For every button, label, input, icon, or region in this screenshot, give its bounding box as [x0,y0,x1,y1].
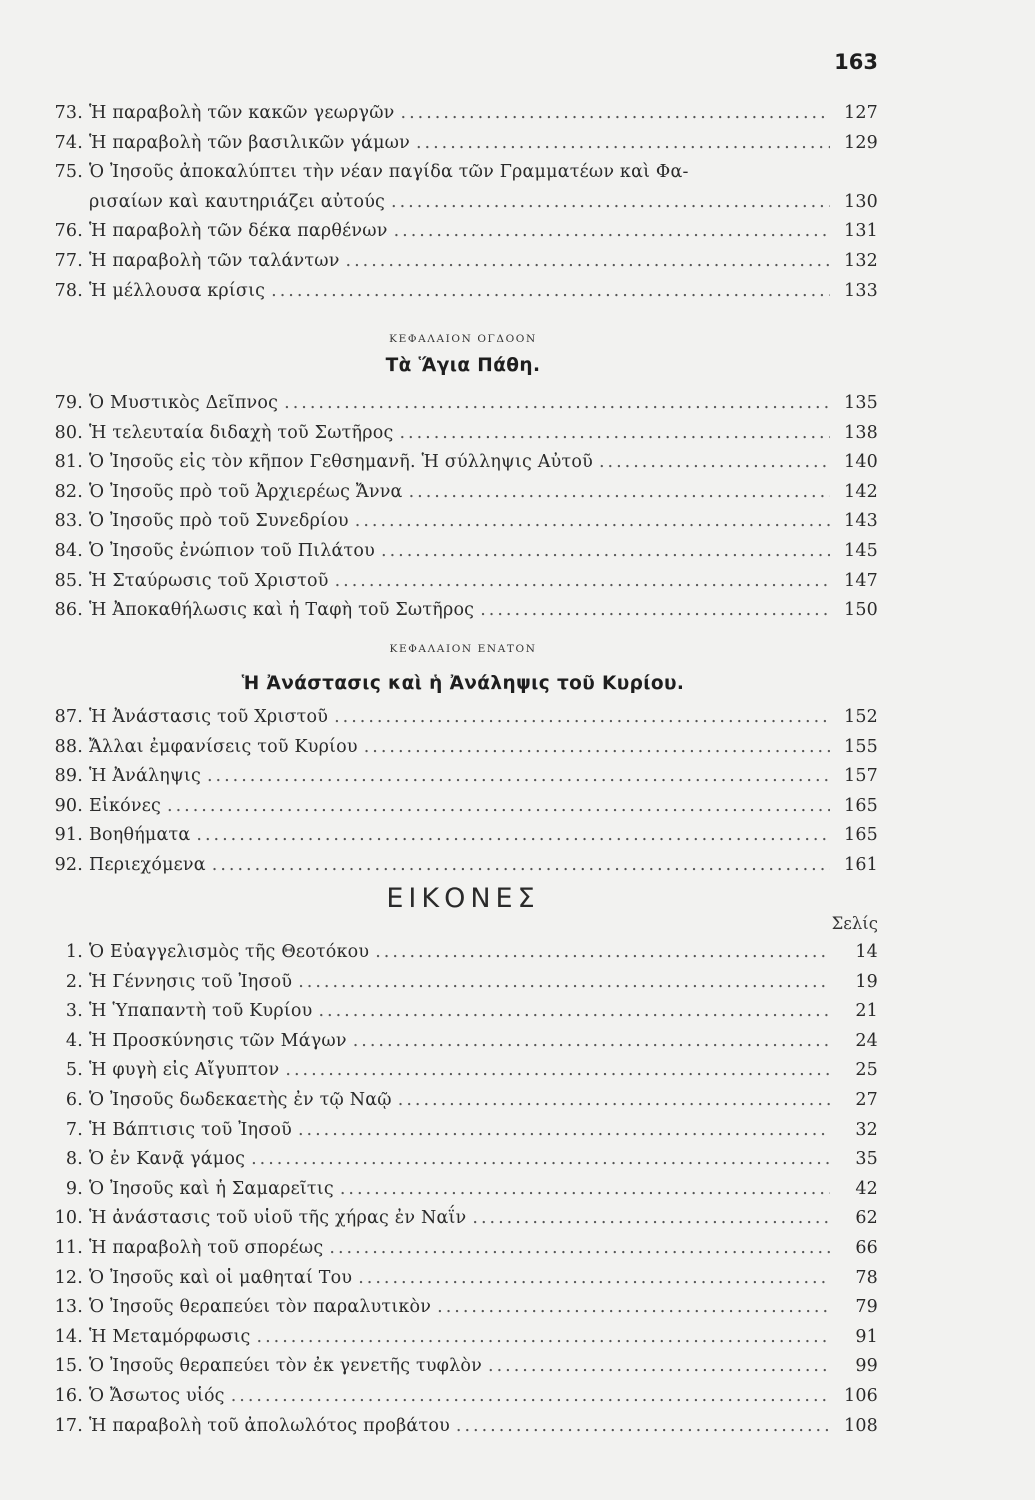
entry-number: 14. [54,1326,83,1347]
dot-leader [335,571,830,591]
toc-row [48,1208,878,1238]
entry-page: 165 [843,825,878,846]
dot-leader [394,221,830,241]
entry-page: 133 [843,280,878,301]
dot-leader [391,192,830,212]
dot-leader [212,855,830,875]
toc-row [48,600,878,630]
toc-row [48,1386,878,1416]
entry-title: Ἡ Ἀνάστασις τοῦ Χριστοῦ [89,707,329,727]
entry-number: 9. [65,1178,83,1199]
page-number: 163 [834,50,878,74]
toc-row [48,1060,878,1090]
dot-leader [271,281,830,301]
dot-leader [381,541,830,561]
toc-row [48,511,878,541]
page-column-header: Σελίς [831,914,878,933]
entry-page: 157 [843,766,878,787]
entry-number: 78. [54,280,83,301]
entry-title: Ὁ Μυστικὸς Δεῖπνος [89,393,279,413]
entry-number: 1. [65,942,83,962]
toc-top-list [48,103,878,310]
dot-leader [599,452,830,472]
entry-number: 5. [65,1060,83,1081]
entry-number: 77. [54,250,83,271]
toc-row [48,1327,878,1357]
dot-leader [401,103,830,123]
toc-row [48,103,878,133]
entry-number: 83. [54,511,83,532]
toc-row [48,972,878,1002]
entry-page: 108 [843,1415,878,1436]
entry-number: 74. [54,132,83,153]
toc-row [48,1090,878,1120]
entry-title: Ἡ παραβολὴ τοῦ ἀπολωλότος προβάτου [89,1415,450,1436]
entry-title: Ἄλλαι ἐμφανίσεις τοῦ Κυρίου [89,736,358,757]
entry-number: 73. [54,103,83,123]
entry-title: Ἡ Βάπτισις τοῦ Ἰησοῦ [89,1119,292,1140]
entry-title: ρισαίων καὶ καυτηριάζει αὐτούς [89,191,386,212]
toc-row [48,1179,878,1209]
dot-leader [353,1031,830,1051]
dot-leader [480,600,830,620]
dot-leader [355,511,830,531]
entry-title: Ὁ Ἰησοῦς εἰς τὸν κῆπον Γεθσημανῆ. Ἡ σύλληψις Αὐτοῦ [89,452,593,473]
entry-title: Ὁ ἐν Κανᾷ γάμος [89,1149,246,1170]
entry-page: 132 [843,250,878,271]
entry-number: 7. [65,1119,83,1140]
entry-page: 79 [855,1297,878,1318]
toc-row [48,855,878,885]
toc-row [48,796,878,826]
entry-page: 165 [843,795,878,816]
entry-title: Ἡ Σταύρωσις τοῦ Χριστοῦ [89,570,329,591]
toc-row [48,1238,878,1268]
entry-title: Ὁ Ἰησοῦς καὶ ἡ Σαμαρεῖτις [89,1178,334,1199]
dot-leader [358,1268,830,1288]
entry-number: 87. [54,707,83,727]
dot-leader [196,825,830,845]
entry-title: Περιεχόμενα [89,854,206,875]
chapter-eight-title: Τὰ Ἅγια Πάθη. [385,355,541,376]
entry-title: Ἡ παραβολὴ τοῦ σπορέως [89,1237,324,1258]
toc-row [48,393,878,423]
entry-page: 138 [843,422,878,443]
entry-number: 89. [54,766,83,787]
entry-number: 80. [54,422,83,443]
dot-leader [399,423,830,443]
entry-page: 21 [855,1001,878,1022]
entry-number: 17. [54,1415,83,1436]
dot-leader [340,1179,830,1199]
entry-number: 6. [65,1089,83,1110]
toc-row [48,452,878,482]
chapter-nine-list [48,707,878,885]
toc-row [48,221,878,251]
entry-page: 32 [855,1119,878,1140]
entry-page: 14 [855,942,878,962]
entry-page: 142 [843,481,878,502]
entry-number: 92. [54,854,83,875]
entry-number: 10. [54,1208,83,1229]
dot-leader [298,1120,830,1140]
toc-row [48,571,878,601]
dot-leader [488,1356,830,1376]
entry-title: Ἡ Ὑπαπαντὴ τοῦ Κυρίου [89,1001,313,1022]
toc-row [48,133,878,163]
entry-title: Ὁ Ἄσωτος υἱός [89,1385,225,1406]
toc-row [48,423,878,453]
images-list [48,942,878,1445]
dot-leader [398,1090,830,1110]
toc-row [48,766,878,796]
entry-number: 3. [65,1001,83,1022]
entry-title: Ἡ παραβολὴ τῶν δέκα παρθένων [89,221,388,242]
entry-page: 145 [843,540,878,561]
entry-title: Ἡ Ἀποκαθήλωσις καὶ ἡ Ταφὴ τοῦ Σωτῆρος [89,600,475,621]
entry-page: 19 [855,971,878,992]
dot-leader [298,972,830,992]
entry-page: 25 [855,1060,878,1081]
entry-number: 11. [54,1237,83,1258]
dot-leader [472,1208,830,1228]
entry-title: Ὁ Ἰησοῦς πρὸ τοῦ Ἀρχιερέως Ἄννα [89,481,403,502]
entry-page: 42 [855,1178,878,1199]
entry-number: 76. [54,221,83,242]
entry-number: 75. [54,162,83,183]
entry-title: Ἡ φυγὴ εἰς Αἴγυπτον [89,1060,280,1081]
toc-row [48,1297,878,1327]
dot-leader [257,1327,830,1347]
entry-title: Ὁ Εὐαγγελισμὸς τῆς Θεοτόκου [89,942,370,962]
entry-title: Ὁ Ἰησοῦς ἐνώπιον τοῦ Πιλάτου [89,540,375,561]
entry-number: 88. [54,736,83,757]
toc-row [48,281,878,311]
entry-number: 81. [54,452,83,473]
entry-page: 66 [855,1237,878,1258]
entry-number: 15. [54,1356,83,1377]
entry-page: 155 [843,736,878,757]
entry-title: Ὁ Ἰησοῦς θεραπεύει τὸν ἐκ γενετῆς τυφλὸν [89,1356,482,1377]
toc-row [48,1031,878,1061]
entry-number: 86. [54,600,83,621]
chapter-nine-label: ΚΕΦΑΛΑΙΟΝ ΕΝΑΤΟΝ [389,643,537,655]
dot-leader [207,766,830,786]
entry-number: 2. [65,971,83,992]
toc-row [48,1149,878,1179]
entry-title: Βοηθήματα [89,825,191,846]
toc-row [48,162,878,192]
entry-number: 13. [54,1297,83,1318]
entry-title: Ἡ παραβολὴ τῶν κακῶν γεωργῶν [89,103,395,123]
entry-number: 79. [54,393,83,413]
entry-title: Ἡ Γέννησις τοῦ Ἰησοῦ [89,971,293,992]
entry-page: 78 [855,1267,878,1288]
dot-leader [285,1060,830,1080]
entry-title: Ἡ Μεταμόρφωσις [89,1326,251,1347]
toc-row [48,541,878,571]
entry-title: Ὁ Ἰησοῦς δωδεκαετὴς ἐν τῷ Ναῷ [89,1089,392,1110]
entry-page: 35 [855,1149,878,1170]
toc-row [48,707,878,737]
entry-number: 4. [65,1030,83,1051]
toc-row [48,737,878,767]
dot-leader [416,133,830,153]
dot-leader [456,1416,830,1436]
dot-leader [346,251,830,271]
entry-title: Ἡ τελευταία διδαχὴ τοῦ Σωτῆρος [89,422,394,443]
toc-row [48,1416,878,1446]
entry-page: 131 [843,221,878,242]
entry-page: 135 [843,393,878,413]
entry-title: Ὁ Ἰησοῦς ἀποκαλύπτει τὴν νέαν παγίδα τῶν Γραμματέων καὶ Φα- [89,162,689,183]
entry-page: 127 [843,103,878,123]
toc-row [48,1120,878,1150]
dot-leader [334,707,830,727]
entry-page: 161 [843,854,878,875]
dot-leader [329,1238,830,1258]
entry-title: Ἡ παραβολὴ τῶν βασιλικῶν γάμων [89,132,410,153]
toc-row [48,251,878,281]
entry-number: 84. [54,540,83,561]
entry-page: 99 [855,1356,878,1377]
entry-title: Ὁ Ἰησοῦς καὶ οἱ μαθηταί Του [89,1267,353,1288]
chapter-eight-list [48,393,878,630]
toc-row-continuation [48,192,878,222]
entry-title: Ἡ Προσκύνησις τῶν Μάγων [89,1030,347,1051]
entry-page: 150 [843,600,878,621]
dot-leader [409,482,830,502]
images-section-title: ΕΙΚΟΝΕΣ [386,883,540,914]
entry-title: Ἡ Ἀνάληψις [89,766,201,787]
entry-page: 62 [855,1208,878,1229]
chapter-eight-label: ΚΕΦΑΛΑΙΟΝ ΟΓΔΟΟΝ [389,333,537,345]
entry-page: 91 [855,1326,878,1347]
entry-page: 152 [843,707,878,727]
entry-title: Ὁ Ἰησοῦς θεραπεύει τὸν παραλυτικὸν [89,1297,432,1318]
entry-page: 147 [843,570,878,591]
entry-title: Εἰκόνες [89,795,162,816]
entry-number: 16. [54,1385,83,1406]
entry-number: 85. [54,570,83,591]
toc-row [48,1356,878,1386]
entry-number: 82. [54,481,83,502]
dot-leader [251,1149,830,1169]
dot-leader [437,1297,830,1317]
dot-leader [375,942,830,962]
toc-row [48,1001,878,1031]
entry-page: 24 [855,1030,878,1051]
entry-title: Ὁ Ἰησοῦς πρὸ τοῦ Συνεδρίου [89,511,349,532]
entry-number: 91. [54,825,83,846]
entry-page: 143 [843,511,878,532]
entry-title: Ἡ μέλλουσα κρίσις [89,280,266,301]
dot-leader [231,1386,830,1406]
entry-page: 27 [855,1089,878,1110]
entry-number: 12. [54,1267,83,1288]
dot-leader [284,393,830,413]
entry-page: 140 [843,452,878,473]
entry-page: 129 [843,132,878,153]
entry-page: 106 [843,1385,878,1406]
dot-leader [318,1001,830,1021]
toc-row [48,825,878,855]
chapter-nine-title: Ἡ Ἀνάστασις καὶ ἡ Ἀνάληψις τοῦ Κυρίου. [241,673,685,694]
dot-leader [167,796,830,816]
toc-row [48,1268,878,1298]
toc-row [48,482,878,512]
toc-row [48,942,878,972]
entry-number: 90. [54,795,83,816]
entry-page: 130 [843,191,878,212]
entry-title: Ἡ παραβολὴ τῶν ταλάντων [89,250,340,271]
entry-number: 8. [65,1149,83,1170]
entry-title: Ἡ ἀνάστασις τοῦ υἱοῦ τῆς χήρας ἐν Ναΐν [89,1208,467,1229]
dot-leader [364,737,830,757]
